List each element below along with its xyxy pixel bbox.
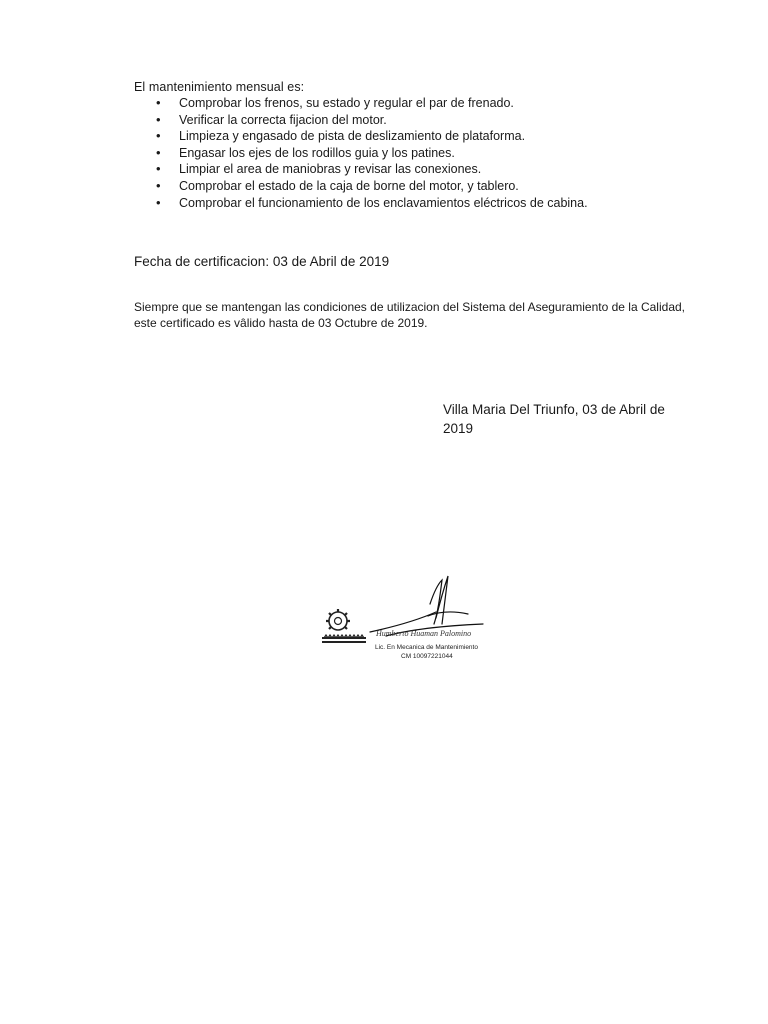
- place-date: Villa Maria Del Triunfo, 03 de Abril de 2019: [443, 402, 665, 436]
- bullet-icon: •: [156, 194, 161, 210]
- stamp-cm: CM 10097221044: [401, 653, 453, 660]
- bullet-icon: •: [156, 161, 161, 177]
- bullet-icon: •: [156, 95, 161, 110]
- list-item-text: Limpieza y engasado de pista de deslizamiento de plataforma.: [179, 129, 526, 144]
- certification-date: Fecha de certificacion: 03 de Abril de 2019: [134, 254, 390, 269]
- stamp-title: Lic. En Mecanica de Mantenimiento: [375, 644, 478, 651]
- signature-stamp: [318, 572, 488, 662]
- bullet-icon: •: [156, 144, 161, 160]
- bullet-icon: •: [156, 128, 161, 144]
- gear-logo-icon: [322, 609, 366, 642]
- list-item: [156, 128, 588, 145]
- list-item: [156, 112, 588, 129]
- list-item: [156, 178, 588, 195]
- list-item: [156, 195, 588, 212]
- list-item-text: Comprobar los frenos, su estado y regular el par de frenado.: [179, 96, 514, 110]
- stamp-name: Humberto Huaman Palomino: [376, 629, 472, 638]
- list-item: [156, 95, 588, 112]
- bullet-icon: •: [156, 177, 161, 193]
- list-item-text: Limpiar el area de maniobras y revisar las conexiones.: [179, 162, 482, 177]
- bullet-icon: •: [156, 111, 161, 127]
- list-item-text: Engasar los ejes de los rodillos guia y los patines.: [179, 145, 455, 160]
- list-item: [156, 161, 588, 178]
- validity-statement: Siempre que se mantengan las condiciones de utilizacion del Sistema del Aseguramiento de la Calidad, este certificado es vâlido hasta de 03 Octubre de 2019.: [134, 300, 685, 330]
- maintenance-intro: El mantenimiento mensual es:: [134, 80, 305, 94]
- list-item: [156, 145, 588, 162]
- list-item-text: Comprobar el estado de la caja de borne del motor, y tablero.: [179, 178, 519, 193]
- maintenance-list: [156, 95, 588, 211]
- list-item-text: Verificar la correcta fijacion del motor.: [179, 112, 387, 127]
- list-item-text: Comprobar el funcionamiento de los enclavamientos eléctricos de cabina.: [179, 195, 588, 210]
- signature-icon: [370, 576, 483, 636]
